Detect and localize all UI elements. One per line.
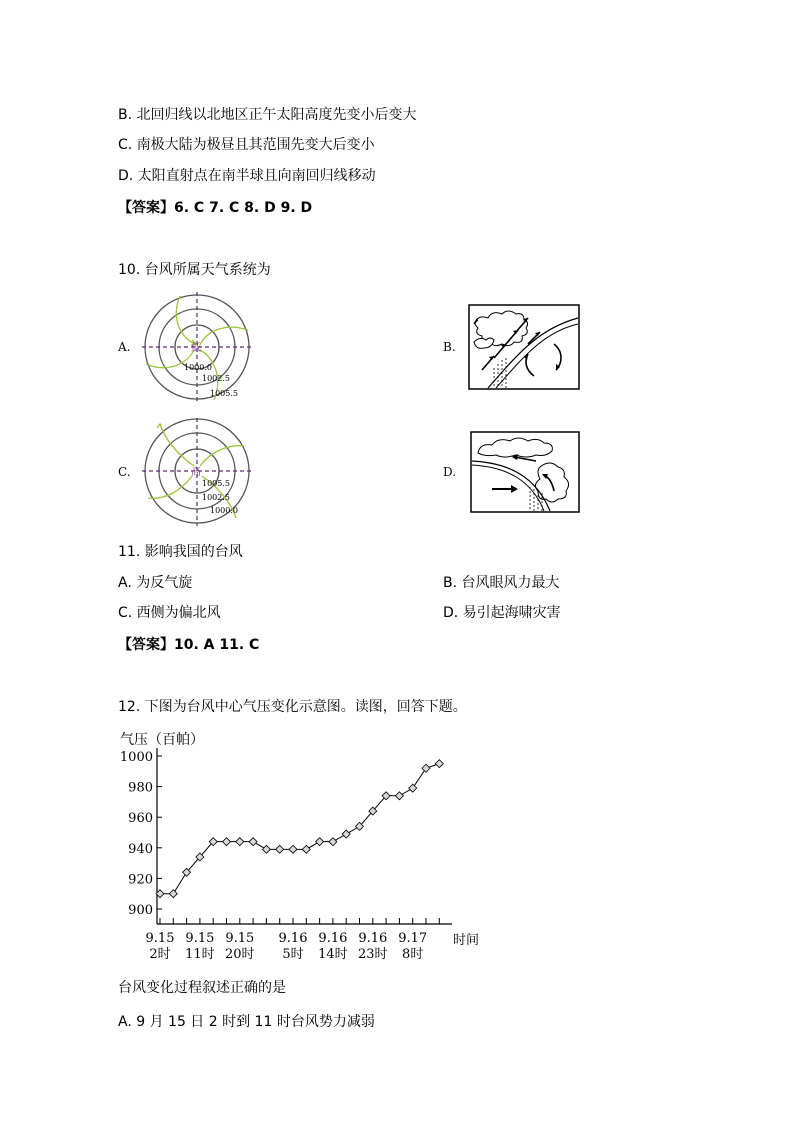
- q12-stem: 12. 下图为台风中心气压变化示意图。读图，回答下题。: [118, 699, 467, 715]
- chart-xlabel: 时间: [453, 933, 480, 948]
- data-point: [223, 838, 231, 846]
- x-tick-time: 14时: [318, 947, 348, 962]
- q10-label-c: C.: [118, 465, 131, 479]
- q11-option-c: C. 西侧为偏北风: [118, 605, 221, 621]
- data-point: [276, 845, 284, 853]
- fig-c-isobar-1: 1005.5: [202, 479, 230, 488]
- figure-d-front: [470, 431, 580, 513]
- data-point: [169, 890, 177, 898]
- x-tick-date: 9.15: [225, 931, 255, 946]
- fig-a-isobar-3: 1005.5: [210, 389, 238, 398]
- q11-option-b: B. 台风眼风力最大: [443, 575, 560, 591]
- q10-label-a: A.: [118, 340, 131, 354]
- data-point: [422, 764, 430, 772]
- y-tick-label: 920: [128, 872, 153, 888]
- x-tick-time: 11时: [185, 947, 215, 962]
- q11-stem: 11. 影响我国的台风: [118, 544, 243, 560]
- q12-option-a: A. 9 月 15 日 2 时到 11 时台风势力减弱: [118, 1014, 375, 1030]
- answer-6-9: 【答案】6. C 7. C 8. D 9. D: [118, 200, 313, 216]
- data-point: [342, 830, 350, 838]
- y-tick-label: 900: [128, 903, 153, 918]
- x-tick-date: 9.16: [278, 931, 308, 946]
- fig-c-isobar-3: 1000.0: [210, 506, 238, 515]
- q10-label-d: D.: [443, 465, 457, 479]
- fig-a-center-label: 低: [191, 343, 201, 354]
- data-point: [395, 792, 403, 800]
- x-tick-date: 9.15: [145, 931, 175, 946]
- data-point: [262, 845, 270, 853]
- x-tick-time: 8时: [402, 947, 424, 962]
- y-tick-label: 980: [128, 780, 153, 796]
- x-tick-date: 9.16: [358, 931, 388, 946]
- x-tick-time: 2时: [149, 947, 171, 962]
- q9-option-b: B. 北回归线以北地区正午太阳高度先变小后变大: [118, 107, 417, 123]
- q11-option-d: D. 易引起海啸灾害: [443, 605, 561, 621]
- q12-question: 台风变化过程叙述正确的是: [118, 980, 286, 996]
- data-point: [249, 838, 257, 846]
- fig-c-center-label: 高: [191, 467, 201, 478]
- data-point: [329, 838, 337, 846]
- y-tick-label: 960: [128, 811, 153, 827]
- x-tick-date: 9.15: [185, 931, 215, 946]
- data-point: [236, 838, 244, 846]
- q9-option-d: D. 太阳直射点在南半球且向南回归线移动: [118, 168, 376, 184]
- x-tick-date: 9.16: [318, 931, 348, 946]
- pressure-series-line: [160, 764, 439, 894]
- fig-a-isobar-2: 1002.5: [202, 374, 230, 383]
- q10-stem: 10. 台风所属天气系统为: [118, 262, 271, 278]
- y-tick-label: 1000: [119, 750, 153, 765]
- q9-option-c: C. 南极大陆为极昼且其范围先变大后变小: [118, 137, 375, 153]
- data-point: [435, 760, 443, 768]
- data-point: [316, 838, 324, 846]
- x-tick-date: 9.17: [398, 931, 428, 946]
- answer-10-11: 【答案】10. A 11. C: [118, 637, 260, 653]
- fig-a-isobar-1: 1000.0: [184, 363, 212, 372]
- data-point: [302, 845, 310, 853]
- q10-label-b: B.: [443, 340, 456, 354]
- figure-b-front: [468, 304, 580, 390]
- fig-c-isobar-2: 1002.5: [202, 493, 230, 502]
- pressure-chart: [110, 726, 510, 966]
- data-point: [409, 784, 417, 792]
- chart-ylabel: 气压（百帕）: [120, 732, 204, 748]
- x-tick-time: 20时: [225, 947, 255, 962]
- figure-c-anticyclone: [140, 416, 255, 531]
- x-tick-time: 23时: [358, 947, 388, 962]
- y-tick-label: 940: [128, 841, 153, 857]
- x-tick-time: 5时: [282, 947, 304, 962]
- data-point: [289, 845, 297, 853]
- q11-option-a: A. 为反气旋: [118, 575, 193, 591]
- figure-a-cyclone: [140, 290, 255, 405]
